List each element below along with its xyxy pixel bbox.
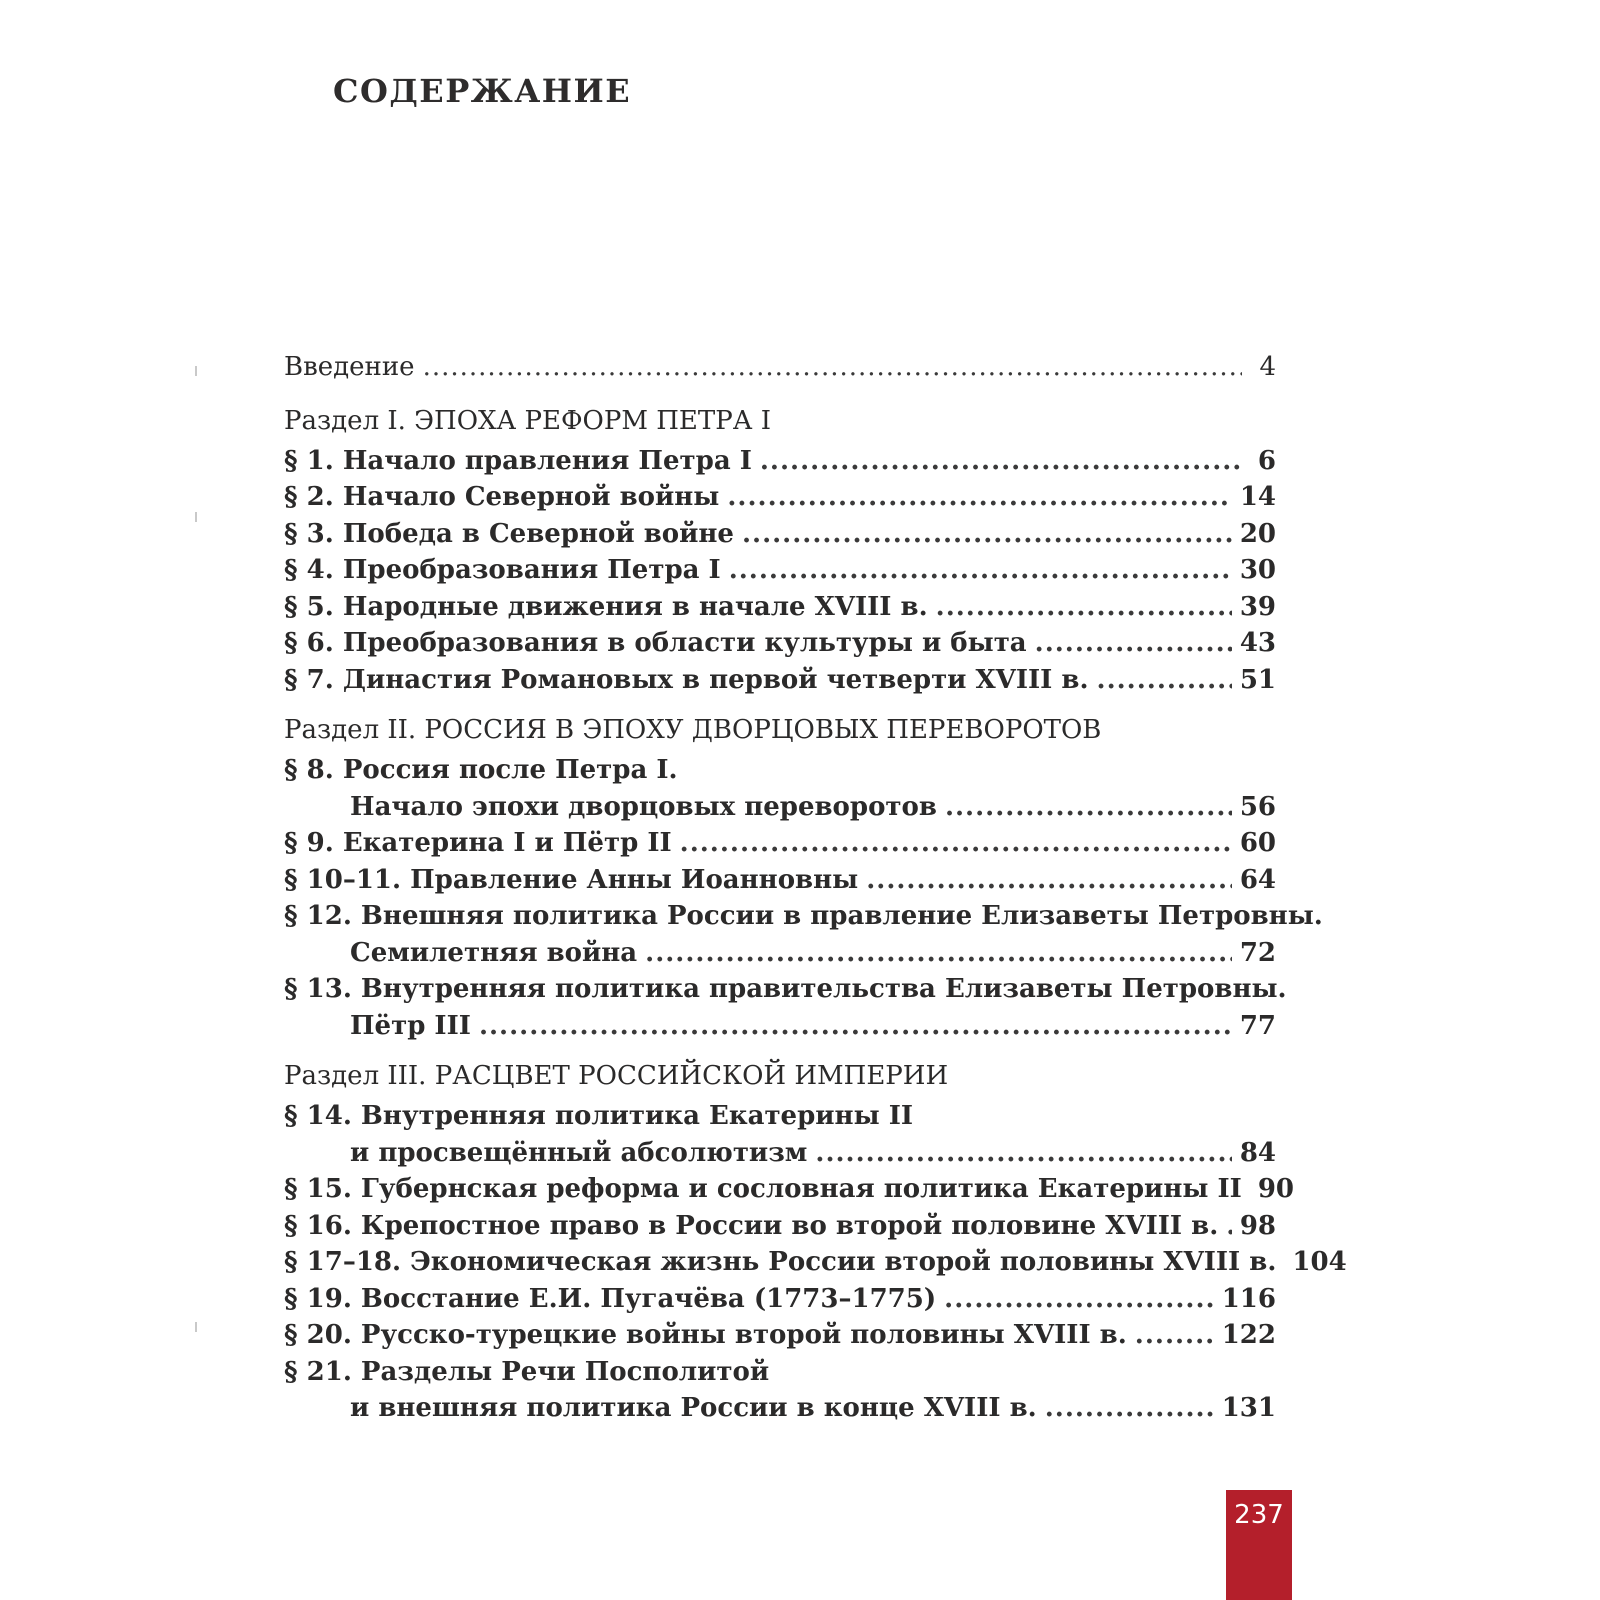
toc-entry-title: и внешняя политика России в конце XVIII в.	[350, 1393, 1037, 1423]
toc-entry-title: § 12. Внешняя политика России в правление Елизаветы Петровны.	[284, 901, 1323, 931]
page-edge-mark	[195, 512, 197, 522]
toc-entry-page: 56	[1239, 791, 1276, 822]
toc-sections	[284, 405, 1347, 1430]
leader-dots	[729, 555, 1232, 585]
toc-entry-title: Пётр III	[350, 1010, 471, 1041]
toc-entry-title: § 10–11. Правление Анны Иоанновны	[284, 864, 859, 895]
page-edge-mark	[195, 366, 197, 376]
toc-entry-intro[interactable]	[284, 352, 1276, 389]
toc-entry-title: и просвещённый абсолютизм	[350, 1137, 808, 1168]
toc-entry[interactable]	[284, 1393, 1276, 1430]
toc-entry-page: 72	[1239, 937, 1276, 968]
toc-entry-title: § 4. Преобразования Петра I	[284, 555, 721, 585]
toc-entry-page: 77	[1239, 1010, 1276, 1041]
leader-dots	[423, 352, 1242, 382]
toc-entry-page: 43	[1239, 628, 1276, 658]
toc-entry[interactable]	[284, 974, 1287, 1011]
leader-dots	[1226, 1211, 1232, 1241]
toc-entry-title: § 6. Преобразования в области культуры и быта	[284, 628, 1027, 658]
toc-entry-title: § 8. Россия после Петра I.	[284, 755, 678, 785]
leader-dots	[680, 828, 1232, 858]
toc-entry[interactable]	[284, 1247, 1347, 1284]
toc-entry[interactable]	[284, 446, 1276, 483]
toc-entry-title: § 16. Крепостное право в России во второй половине XVIII в.	[284, 1210, 1219, 1241]
toc-entry-title: § 3. Победа в Северной войне	[284, 518, 734, 549]
leader-dots	[1035, 628, 1232, 658]
toc-entry[interactable]	[284, 1101, 1276, 1138]
toc-entry-title: Семилетняя война	[350, 937, 638, 968]
toc-entry-page: 98	[1239, 1210, 1276, 1241]
leader-dots	[1097, 665, 1232, 695]
toc-entry[interactable]	[284, 628, 1276, 665]
leader-dots	[645, 938, 1232, 968]
toc-entry[interactable]	[284, 1211, 1276, 1248]
toc-entry[interactable]	[284, 519, 1276, 556]
toc-entry-page: 122	[1221, 1320, 1276, 1350]
toc-entry[interactable]	[284, 592, 1276, 629]
toc-entry-title: § 19. Восстание Е.И. Пугачёва (1773–1775)	[284, 1283, 937, 1314]
toc-entry-title: § 17–18. Экономическая жизнь России второй половины XVIII в.	[284, 1247, 1277, 1277]
toc-entry-title: § 1. Начало правления Петра I	[284, 445, 752, 476]
toc-entry[interactable]	[284, 901, 1323, 938]
section-heading[interactable]: Раздел III. РАСЦВЕТ РОССИЙСКОЙ ИМПЕРИИ	[284, 1061, 949, 1091]
leader-dots	[866, 865, 1232, 895]
toc-entry-page: 30	[1239, 555, 1276, 585]
toc-entry[interactable]	[284, 482, 1276, 519]
toc-entry-title: § 5. Народные движения в начале XVIII в.	[284, 591, 928, 622]
toc-entry-page: 84	[1239, 1137, 1276, 1168]
toc-entry-title: § 15. Губернская реформа и сословная политика Екатерины II	[284, 1174, 1242, 1204]
page-edge-mark	[195, 1322, 197, 1332]
toc-entry-title: § 20. Русско-турецкие войны второй половины XVIII в.	[284, 1320, 1127, 1350]
toc-entry[interactable]	[284, 828, 1276, 865]
leader-dots	[1135, 1320, 1214, 1350]
toc-entry-title: Введение	[284, 352, 415, 382]
toc-entry-title: § 13. Внутренняя политика правительства Елизаветы Петровны.	[284, 974, 1287, 1004]
toc-entry[interactable]	[284, 1138, 1276, 1175]
toc-entry[interactable]	[284, 1357, 1276, 1394]
toc-entry-page: 20	[1239, 518, 1276, 549]
toc-entry-page: 60	[1239, 828, 1276, 858]
toc-entry[interactable]	[284, 665, 1276, 702]
toc-entry-page: 104	[1292, 1247, 1347, 1277]
section-heading[interactable]: Раздел II. РОССИЯ В ЭПОХУ ДВОРЦОВЫХ ПЕРЕВОРОТОВ	[284, 715, 1102, 745]
leader-dots	[936, 592, 1232, 622]
toc-entry-title: § 14. Внутренняя политика Екатерины II	[284, 1101, 914, 1131]
toc-entry-title: § 7. Династия Романовых в первой четверти XVIII в.	[284, 664, 1089, 695]
toc-entry[interactable]	[284, 938, 1276, 975]
toc-entry-title: Начало эпохи дворцовых переворотов	[350, 791, 937, 822]
leader-dots	[815, 1138, 1231, 1168]
leader-dots	[1045, 1393, 1214, 1423]
toc-entry-page: 4	[1259, 352, 1276, 382]
toc-entry-page: 90	[1257, 1174, 1294, 1204]
page-number-badge: 237	[1226, 1490, 1292, 1600]
toc-entry-page: 131	[1221, 1393, 1276, 1423]
toc-entry[interactable]	[284, 865, 1276, 902]
leader-dots	[944, 1284, 1214, 1314]
toc-entry-title: § 9. Екатерина I и Пётр II	[284, 828, 672, 858]
toc-entry-page: 51	[1239, 664, 1276, 695]
toc-entry[interactable]	[284, 1284, 1276, 1321]
toc-entry-page: 14	[1239, 482, 1276, 512]
section-heading[interactable]: Раздел I. ЭПОХА РЕФОРМ ПЕТРА I	[284, 405, 771, 436]
leader-dots	[760, 446, 1242, 476]
leader-dots	[742, 519, 1232, 549]
toc-entry-page: 6	[1257, 445, 1276, 476]
toc-entry[interactable]	[284, 555, 1276, 592]
toc-entry-title: § 21. Разделы Речи Посполитой	[284, 1356, 770, 1387]
toc-entry[interactable]	[284, 1174, 1294, 1211]
toc-entry-page: 39	[1239, 591, 1276, 622]
leader-dots	[945, 792, 1232, 822]
leader-dots	[727, 482, 1231, 512]
toc-entry[interactable]	[284, 755, 1276, 792]
toc-entry-page: 116	[1221, 1283, 1276, 1314]
toc-entry[interactable]	[284, 792, 1276, 829]
toc-entry-title: § 2. Начало Северной войны	[284, 482, 720, 512]
table-of-contents	[284, 352, 1347, 1430]
toc-entry-page: 64	[1239, 864, 1276, 895]
toc-entry[interactable]	[284, 1011, 1276, 1048]
leader-dots	[479, 1011, 1232, 1041]
toc-entry[interactable]	[284, 1320, 1276, 1357]
page-title: СОДЕРЖАНИЕ	[333, 72, 632, 110]
